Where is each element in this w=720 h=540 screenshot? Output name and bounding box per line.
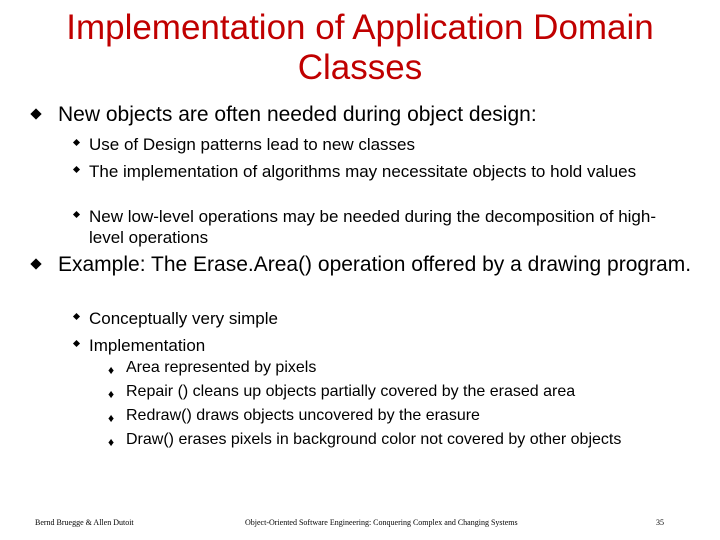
bullet-item-1 <box>58 104 698 126</box>
bullet-item-2 <box>58 254 698 276</box>
footer-book-title: Object-Oriented Software Engineering: Conquering Complex and Changing Systems <box>245 518 518 527</box>
arrow-bullet-icon: ♦ <box>108 435 115 449</box>
small-diamond-bullet-icon <box>73 340 80 347</box>
diamond-bullet-icon <box>30 108 41 119</box>
sub-item-text: Use of Design patterns lead to new classes <box>89 135 416 154</box>
arrow-bullet-icon: ♦ <box>108 363 115 377</box>
arrow-bullet-icon: ♦ <box>108 411 115 425</box>
diamond-bullet-icon <box>30 258 41 269</box>
title-line-2: Classes <box>297 48 423 87</box>
small-diamond-bullet-icon <box>73 139 80 146</box>
sub-item-text: New low-level operations may be needed during the decomposition of high-level operations <box>89 207 657 247</box>
sub-item-5 <box>89 335 689 356</box>
footer-page-number: 35 <box>656 518 664 527</box>
sub-sub-item-3 <box>108 407 686 425</box>
sub-item-text: The implementation of algorithms may necessitate objects to hold values <box>89 162 637 181</box>
sub-sub-item-text: Draw() erases pixels in background color not covered by other objects <box>126 431 622 448</box>
sub-sub-item-1 <box>108 359 686 377</box>
small-diamond-bullet-icon <box>73 166 80 173</box>
sub-item-2 <box>89 161 689 182</box>
sub-sub-item-text: Area represented by pixels <box>126 359 317 376</box>
sub-item-text: Implementation <box>89 336 206 355</box>
sub-item-4 <box>89 308 689 329</box>
small-diamond-bullet-icon <box>73 211 80 218</box>
slide-title <box>20 8 700 88</box>
arrow-bullet-icon: ♦ <box>108 387 115 401</box>
sub-item-text: Conceptually very simple <box>89 309 278 328</box>
small-diamond-bullet-icon <box>73 313 80 320</box>
bullet-text: Example: The Erase.Area() operation offered by a drawing program. <box>58 253 692 276</box>
sub-sub-item-text: Repair () cleans up objects partially covered by the erased area <box>126 383 576 400</box>
footer-authors: Bernd Bruegge & Allen Dutoit <box>35 518 134 527</box>
bullet-text: New objects are often needed during object design: <box>58 103 537 126</box>
sub-item-1 <box>89 134 689 155</box>
sub-sub-item-4 <box>108 431 686 449</box>
sub-sub-item-text: Redraw() draws objects uncovered by the erasure <box>126 407 480 424</box>
sub-sub-item-2 <box>108 383 686 401</box>
sub-item-3 <box>89 206 689 248</box>
title-line-1: Implementation of Application Domain <box>66 8 654 47</box>
